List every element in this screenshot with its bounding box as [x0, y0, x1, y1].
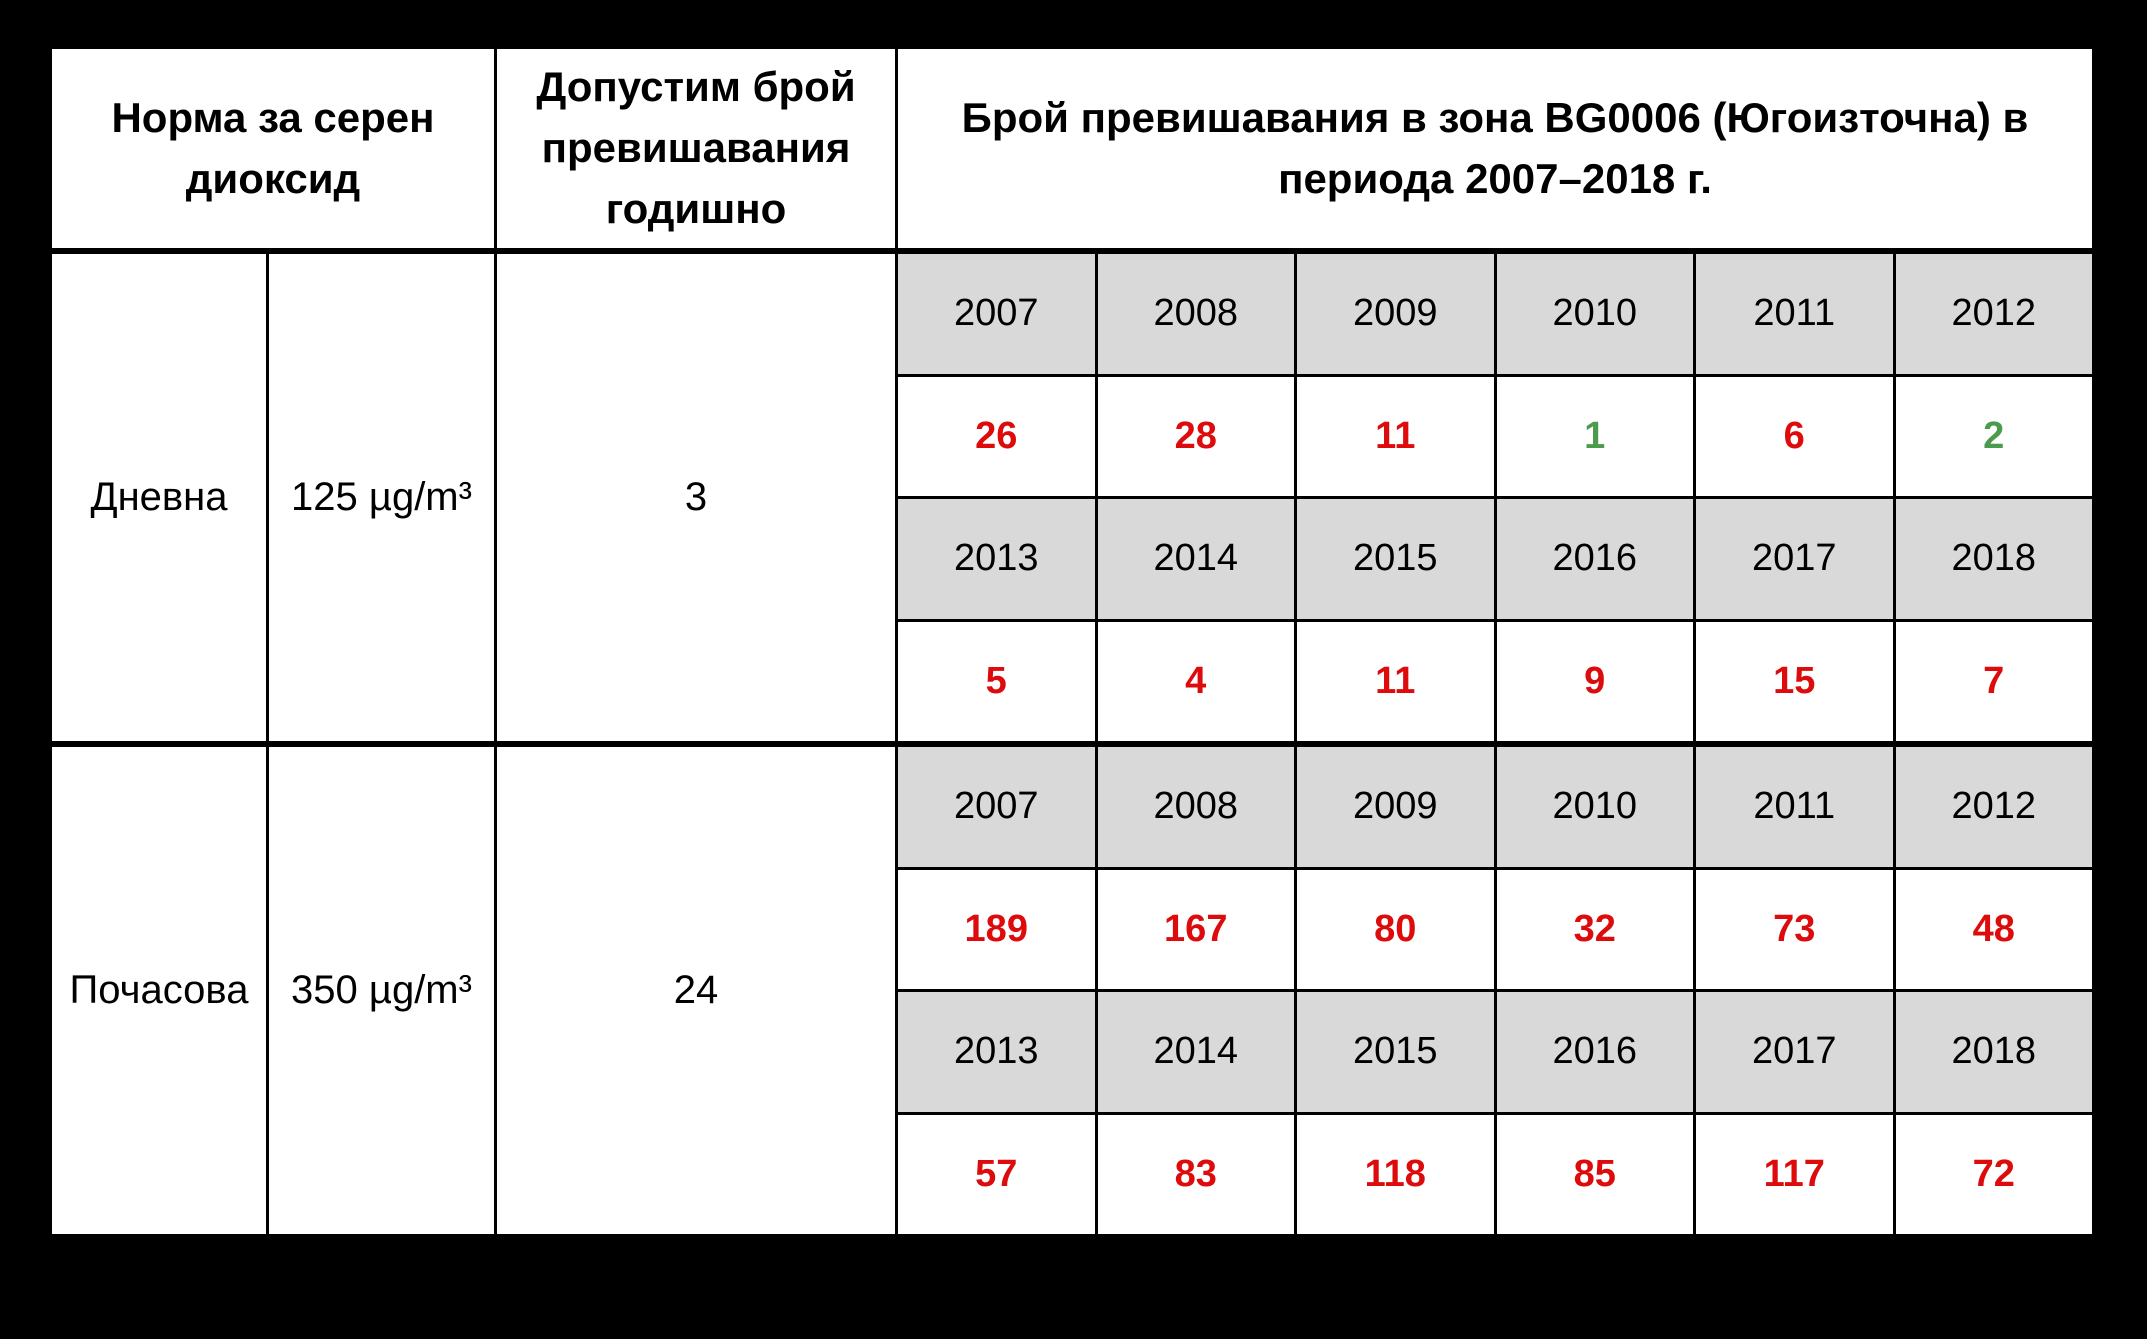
year-cell: 2015 [1297, 499, 1494, 619]
year-cell: 2009 [1297, 747, 1494, 867]
year-cell: 2015 [1297, 992, 1494, 1112]
value-cell: 57 [898, 1115, 1095, 1235]
value-cell: 2 [1896, 377, 2093, 497]
table-header-row [52, 49, 2092, 248]
year-cell: 2008 [1098, 747, 1295, 867]
header-norm: Норма за серен диоксид [52, 49, 494, 248]
year-cell: 2012 [1896, 747, 2093, 867]
year-cell: 2012 [1896, 254, 2093, 374]
year-cell: 2017 [1696, 992, 1893, 1112]
norm-type-cell: Почасова [52, 747, 266, 1234]
year-cell: 2018 [1896, 499, 2093, 619]
value-cell: 11 [1297, 622, 1494, 742]
value-cell: 32 [1497, 870, 1694, 990]
year-cell: 2010 [1497, 254, 1694, 374]
value-cell: 15 [1696, 622, 1893, 742]
year-cell: 2013 [898, 992, 1095, 1112]
allowed-count-cell: 3 [497, 254, 895, 741]
value-cell: 4 [1098, 622, 1295, 742]
value-cell: 72 [1896, 1115, 2093, 1235]
value-cell: 5 [898, 622, 1095, 742]
year-cell: 2010 [1497, 747, 1694, 867]
year-cell: 2018 [1896, 992, 2093, 1112]
norm-value-cell: 125 µg/m³ [269, 254, 494, 741]
year-cell: 2016 [1497, 992, 1694, 1112]
year-cell: 2014 [1098, 499, 1295, 619]
value-cell: 85 [1497, 1115, 1694, 1235]
so2-exceedance-table [48, 45, 2096, 1238]
year-cell: 2007 [898, 747, 1095, 867]
year-cell: 2008 [1098, 254, 1295, 374]
value-cell: 48 [1896, 870, 2093, 990]
value-cell: 11 [1297, 377, 1494, 497]
year-cell: 2007 [898, 254, 1095, 374]
value-cell: 189 [898, 870, 1095, 990]
value-cell: 83 [1098, 1115, 1295, 1235]
header-exceedances-title: Брой превишавания в зона BG0006 (Югоизточна) в периода 2007–2018 г. [898, 49, 2092, 248]
value-cell: 80 [1297, 870, 1494, 990]
norm-value-cell: 350 µg/m³ [269, 747, 494, 1234]
section-hourly-norm [52, 747, 2092, 1234]
value-cell: 167 [1098, 870, 1295, 990]
allowed-count-cell: 24 [497, 747, 895, 1234]
value-cell: 117 [1696, 1115, 1893, 1235]
year-cell: 2017 [1696, 499, 1893, 619]
norm-type-cell: Дневна [52, 254, 266, 741]
value-cell: 1 [1497, 377, 1694, 497]
year-cell: 2011 [1696, 747, 1893, 867]
value-cell: 9 [1497, 622, 1694, 742]
value-cell: 26 [898, 377, 1095, 497]
year-cell: 2013 [898, 499, 1095, 619]
header-allowed-count: Допустим брой превишавания годишно [497, 49, 895, 248]
value-cell: 73 [1696, 870, 1893, 990]
year-cell: 2014 [1098, 992, 1295, 1112]
value-cell: 6 [1696, 377, 1893, 497]
year-cell: 2016 [1497, 499, 1694, 619]
year-cell: 2009 [1297, 254, 1494, 374]
value-cell: 7 [1896, 622, 2093, 742]
value-cell: 28 [1098, 377, 1295, 497]
value-cell: 118 [1297, 1115, 1494, 1235]
section-daily-norm [52, 254, 2092, 741]
year-cell: 2011 [1696, 254, 1893, 374]
